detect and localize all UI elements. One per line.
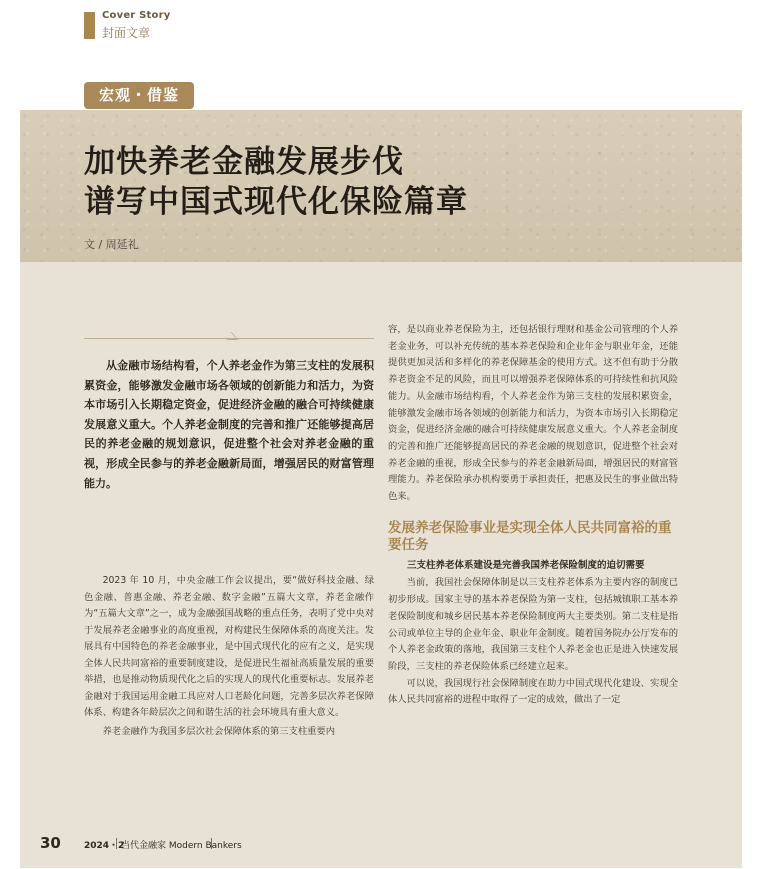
- footer-divider: [116, 838, 117, 849]
- article-title-line-1: 加快养老金融发展步伐: [84, 144, 404, 180]
- paragraph: 当前，我国社会保障体制是以三支柱养老体系为主要内容的制度已初步形成。国家主导的基本养老保险为第一支柱，包括城镇职工基本养老保险制度和城乡居民基本养老保险制度两大主要类别。第二支柱是指公司或单位主导的企业年金、职业年金制度。随着国务院办公厅发布的个人养老金政策的落地，我国第三支柱个人养老金也正是进入快速发展阶段，三支柱的养老保险体系已经建立起来。: [388, 577, 678, 672]
- section-label-cn: 封面文章: [102, 26, 151, 40]
- paragraph-continued: 容，是以商业养老保险为主，还包括银行理财和基金公司管理的个人养老金业务，可以补充传统的基本养老保险和企业年金与职业年金，还能提供更加灵活和多样化的养老保障基金的使用方式。这不但有助于分散养老资金不足的风险，而且可以增强养老保障体系的可持续性和抗风险能力。从金融市场结构看，个人养老金作为第三支柱的发展积累资金，能够激发金融市场各领域的创新能力和活力，为资本市场引入长期稳定资金，促进经济金融的融合可持续健康发展意义重大。个人养老金制度的完善和推广还能够提高居民的养老金融的规划意识，促进整个社会对养老金融的重视，形成全民参与的养老金融新局面，增强居民的财富管理能力。养老保险承办机构要勇于承担责任，把惠及民生的事业做出特色来。: [388, 324, 678, 503]
- section-heading: 发展养老保险事业是实现全体人民共同富裕的重要任务: [388, 519, 672, 553]
- sub-heading: 三支柱养老体系建设是完善我国养老保险制度的迫切需要: [407, 559, 645, 571]
- section-label-en: Cover Story: [102, 10, 171, 21]
- column-tag: 宏观・借鉴: [84, 82, 194, 109]
- paragraph: 可以说，我国现行社会保障制度在助力中国式现代化建设、实现全体人民共同富裕的进程中取得了一定的成效，做出了一定: [388, 677, 678, 706]
- article-title: [84, 142, 468, 222]
- byline: 文 / 周延礼: [84, 238, 139, 251]
- magazine-name: 当代金融家 Modern Bankers: [121, 841, 242, 851]
- page-number: 30: [40, 834, 61, 852]
- article-title-line-2: 谱写中国式现代化保险篇章: [84, 184, 468, 220]
- lead-paragraph: 从金融市场结构看，个人养老金作为第三支柱的发展积累资金，能够激发金融市场各领域的创新能力和活力，为资本市场引入长期稳定资金，促进经济金融的融合可持续健康发展意义重大。个人养老金制度的完善和推广还能够提高居民的养老金融的规划意识，促进整个社会对养老金融的重视，形成全民参与的养老金融新局面，增强居民的财富管理能力。: [84, 359, 374, 490]
- paragraph: 2023 年 10 月，中央金融工作会议提出，要“做好科技金融、绿色金融、普惠金融、养老金融、数字金融”五篇大文章，养老金融作为“五篇大文章”之一，成为金融强国战略的重点任务，表明了党中央对于发展养老金融事业的高度重视，对构建民生保障体系的高度关注。发展具有中国特色的养老金融事业，是中国式现代化的应有之义，是实现全体人民共同富裕的重要制度建设，是促进民生福祉高质量发展的重要举措，也是推动物质现代化之后的实现人的现代化重要标志。发展养老金融对于我国运用金融工具应对人口老龄化问题，完善多层次养老保障体系、构建各年龄层次之间和谐生活的社会环境具有重大意义。: [84, 575, 374, 718]
- left-column: [84, 573, 374, 740]
- footer-divider: [211, 838, 212, 849]
- right-column: [388, 322, 678, 709]
- issue-date: 2024・2: [84, 841, 125, 851]
- paragraph: 养老金融作为我国多层次社会保障体系的第三支柱重要内: [102, 725, 336, 737]
- cover-story-marker: [84, 12, 95, 39]
